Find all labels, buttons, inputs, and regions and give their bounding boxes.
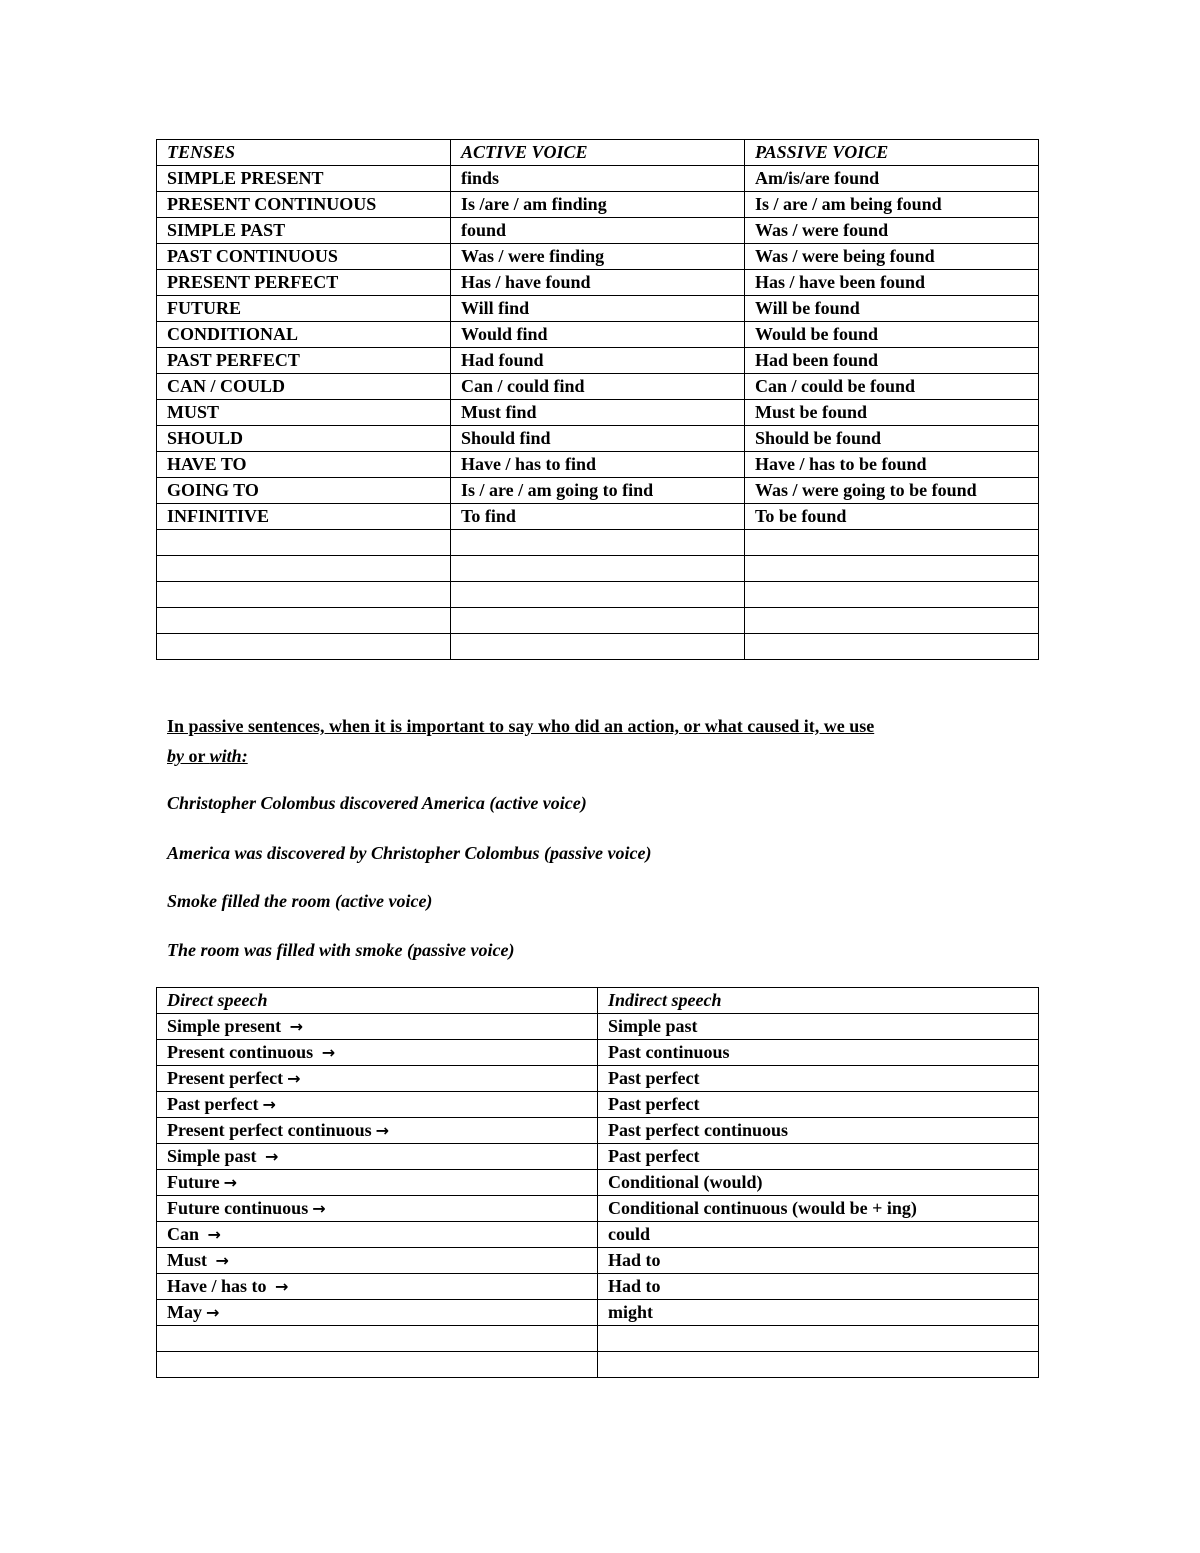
indirect-speech-cell: Past perfect (598, 1092, 1039, 1118)
direct-speech-text: Simple past (167, 1146, 262, 1166)
direct-speech-text: Must (167, 1250, 212, 1270)
tenses-row (157, 296, 1039, 322)
direct-speech-cell (157, 1144, 598, 1170)
passive-voice-cell: Have / has to be found (745, 452, 1039, 478)
active-voice-cell: Can / could find (451, 374, 745, 400)
speech-row (157, 1248, 1039, 1274)
tense-cell: CONDITIONAL (157, 322, 451, 348)
speech-row (157, 1144, 1039, 1170)
tense-cell: MUST (157, 400, 451, 426)
passive-voice-cell (745, 582, 1039, 608)
direct-speech-text: Simple present (167, 1016, 286, 1036)
tenses-row (157, 608, 1039, 634)
header-tenses: TENSES (157, 140, 451, 166)
active-voice-cell (451, 634, 745, 660)
speech-header-row (157, 988, 1039, 1014)
tenses-row (157, 322, 1039, 348)
tense-cell (157, 582, 451, 608)
direct-speech-cell (157, 1274, 598, 1300)
tense-cell: PRESENT CONTINUOUS (157, 192, 451, 218)
direct-speech-cell (157, 1170, 598, 1196)
speech-row (157, 1326, 1039, 1352)
speech-row (157, 1014, 1039, 1040)
indirect-speech-cell (598, 1326, 1039, 1352)
header-indirect-speech: Indirect speech (598, 988, 1039, 1014)
active-voice-cell: Is / are / am going to find (451, 478, 745, 504)
tenses-row (157, 270, 1039, 296)
tenses-row (157, 478, 1039, 504)
indirect-speech-cell: Conditional (would) (598, 1170, 1039, 1196)
active-voice-cell: Is /are / am finding (451, 192, 745, 218)
tenses-row (157, 504, 1039, 530)
right-arrow-icon: → (289, 1017, 304, 1036)
direct-speech-cell (157, 1118, 598, 1144)
speech-row (157, 1352, 1039, 1378)
indirect-speech-cell: Had to (598, 1274, 1039, 1300)
right-arrow-icon: → (265, 1147, 279, 1166)
active-voice-cell: Have / has to find (451, 452, 745, 478)
direct-speech-cell (157, 1196, 598, 1222)
direct-speech-text: Can (167, 1224, 204, 1244)
active-voice-cell: found (451, 218, 745, 244)
indirect-speech-cell: Past continuous (598, 1040, 1039, 1066)
direct-speech-text: Present continuous (167, 1042, 318, 1062)
indirect-speech-cell: Past perfect (598, 1066, 1039, 1092)
indirect-speech-cell: Had to (598, 1248, 1039, 1274)
indirect-speech-cell: Simple past (598, 1014, 1039, 1040)
passive-voice-cell: Am/is/are found (745, 166, 1039, 192)
right-arrow-icon: → (312, 1199, 326, 1218)
passive-voice-cell: Is / are / am being found (745, 192, 1039, 218)
tense-cell: SIMPLE PAST (157, 218, 451, 244)
speech-row (157, 1222, 1039, 1248)
right-arrow-icon: → (287, 1069, 301, 1088)
passive-voice-cell: Had been found (745, 348, 1039, 374)
passive-note-line-2 (167, 746, 248, 767)
tense-cell: INFINITIVE (157, 504, 451, 530)
indirect-speech-cell: Conditional continuous (would be + ing) (598, 1196, 1039, 1222)
direct-speech-cell (157, 1326, 598, 1352)
right-arrow-icon: → (207, 1225, 221, 1244)
speech-row (157, 1196, 1039, 1222)
tenses-row (157, 426, 1039, 452)
passive-voice-cell: Can / could be found (745, 374, 1039, 400)
direct-speech-text: Past perfect (167, 1094, 259, 1114)
active-voice-cell: Would find (451, 322, 745, 348)
example-sentence-4: The room was filled with smoke (passive voice) (167, 940, 515, 960)
direct-speech-cell (157, 1300, 598, 1326)
tenses-row (157, 530, 1039, 556)
direct-speech-cell (157, 1040, 598, 1066)
direct-speech-cell (157, 1222, 598, 1248)
active-voice-cell: To find (451, 504, 745, 530)
tenses-row (157, 556, 1039, 582)
direct-speech-cell (157, 1092, 598, 1118)
example-sentence-3: Smoke filled the room (active voice) (167, 891, 433, 911)
right-arrow-icon: → (262, 1095, 276, 1114)
header-passive-voice: PASSIVE VOICE (745, 140, 1039, 166)
active-voice-cell: Had found (451, 348, 745, 374)
indirect-speech-cell: Past perfect (598, 1144, 1039, 1170)
active-voice-cell (451, 556, 745, 582)
right-arrow-icon: → (321, 1043, 336, 1062)
active-voice-cell: Will find (451, 296, 745, 322)
tense-cell: HAVE TO (157, 452, 451, 478)
indirect-speech-cell: could (598, 1222, 1039, 1248)
tenses-row (157, 582, 1039, 608)
indirect-speech-cell (598, 1352, 1039, 1378)
active-voice-cell: Should find (451, 426, 745, 452)
tense-cell (157, 608, 451, 634)
tense-cell: PAST PERFECT (157, 348, 451, 374)
tense-cell: CAN / COULD (157, 374, 451, 400)
passive-voice-cell (745, 530, 1039, 556)
tense-cell: SIMPLE PRESENT (157, 166, 451, 192)
tenses-row (157, 348, 1039, 374)
tenses-row (157, 400, 1039, 426)
direct-speech-cell (157, 1066, 598, 1092)
direct-speech-text: Future continuous (167, 1198, 309, 1218)
note-by-word: by (167, 746, 184, 766)
tenses-row (157, 634, 1039, 660)
speech-row (157, 1092, 1039, 1118)
direct-speech-cell (157, 1352, 598, 1378)
tense-cell: GOING TO (157, 478, 451, 504)
passive-voice-cell: Was / were going to be found (745, 478, 1039, 504)
example-sentence-1: Christopher Colombus discovered America (active voice) (167, 793, 587, 813)
tenses-table-body (157, 140, 1039, 660)
tense-cell: SHOULD (157, 426, 451, 452)
direct-speech-text: Future (167, 1172, 220, 1192)
passive-voice-cell: Must be found (745, 400, 1039, 426)
note-or-word: or (184, 746, 210, 766)
header-direct-speech: Direct speech (157, 988, 598, 1014)
active-voice-cell: Was / were finding (451, 244, 745, 270)
passive-voice-cell: Has / have been found (745, 270, 1039, 296)
right-arrow-icon: → (375, 1121, 390, 1140)
speech-row (157, 1040, 1039, 1066)
right-arrow-icon: → (223, 1173, 238, 1192)
speech-row (157, 1066, 1039, 1092)
header-active-voice: ACTIVE VOICE (451, 140, 745, 166)
tenses-row (157, 166, 1039, 192)
tenses-row (157, 452, 1039, 478)
passive-voice-cell: Would be found (745, 322, 1039, 348)
indirect-speech-cell: Past perfect continuous (598, 1118, 1039, 1144)
right-arrow-icon: → (206, 1303, 220, 1322)
active-voice-cell (451, 582, 745, 608)
tense-cell: PRESENT PERFECT (157, 270, 451, 296)
reported-speech-table (156, 987, 1039, 1378)
direct-speech-text: May (167, 1302, 202, 1322)
indirect-speech-cell: might (598, 1300, 1039, 1326)
speech-table-body (157, 988, 1039, 1378)
active-voice-cell: finds (451, 166, 745, 192)
speech-row (157, 1300, 1039, 1326)
tenses-row (157, 218, 1039, 244)
direct-speech-text: Present perfect continuous (167, 1120, 372, 1140)
tenses-row (157, 192, 1039, 218)
example-sentence-2: America was discovered by Christopher Colombus (passive voice) (167, 843, 652, 863)
passive-voice-cell (745, 556, 1039, 582)
speech-row (157, 1118, 1039, 1144)
speech-row (157, 1274, 1039, 1300)
direct-speech-cell (157, 1014, 598, 1040)
passive-voice-cell: Should be found (745, 426, 1039, 452)
passive-voice-cell: Was / were being found (745, 244, 1039, 270)
tenses-table (156, 139, 1039, 660)
passive-voice-cell (745, 608, 1039, 634)
passive-voice-cell (745, 634, 1039, 660)
direct-speech-cell (157, 1248, 598, 1274)
passive-voice-cell: To be found (745, 504, 1039, 530)
tenses-row (157, 244, 1039, 270)
tense-cell (157, 530, 451, 556)
passive-note-line-1: In passive sentences, when it is important to say who did an action, or what caused it, we use (167, 716, 875, 736)
tenses-row (157, 374, 1039, 400)
speech-row (157, 1170, 1039, 1196)
tense-cell: PAST CONTINUOUS (157, 244, 451, 270)
active-voice-cell (451, 608, 745, 634)
active-voice-cell: Must find (451, 400, 745, 426)
note-with-word: with: (209, 746, 248, 766)
tenses-header-row (157, 140, 1039, 166)
direct-speech-text: Have / has to (167, 1276, 272, 1296)
tense-cell: FUTURE (157, 296, 451, 322)
tense-cell (157, 634, 451, 660)
tense-cell (157, 556, 451, 582)
passive-voice-cell: Will be found (745, 296, 1039, 322)
active-voice-cell (451, 530, 745, 556)
right-arrow-icon: → (215, 1251, 229, 1270)
active-voice-cell: Has / have found (451, 270, 745, 296)
right-arrow-icon: → (275, 1277, 289, 1296)
passive-voice-cell: Was / were found (745, 218, 1039, 244)
direct-speech-text: Present perfect (167, 1068, 284, 1088)
